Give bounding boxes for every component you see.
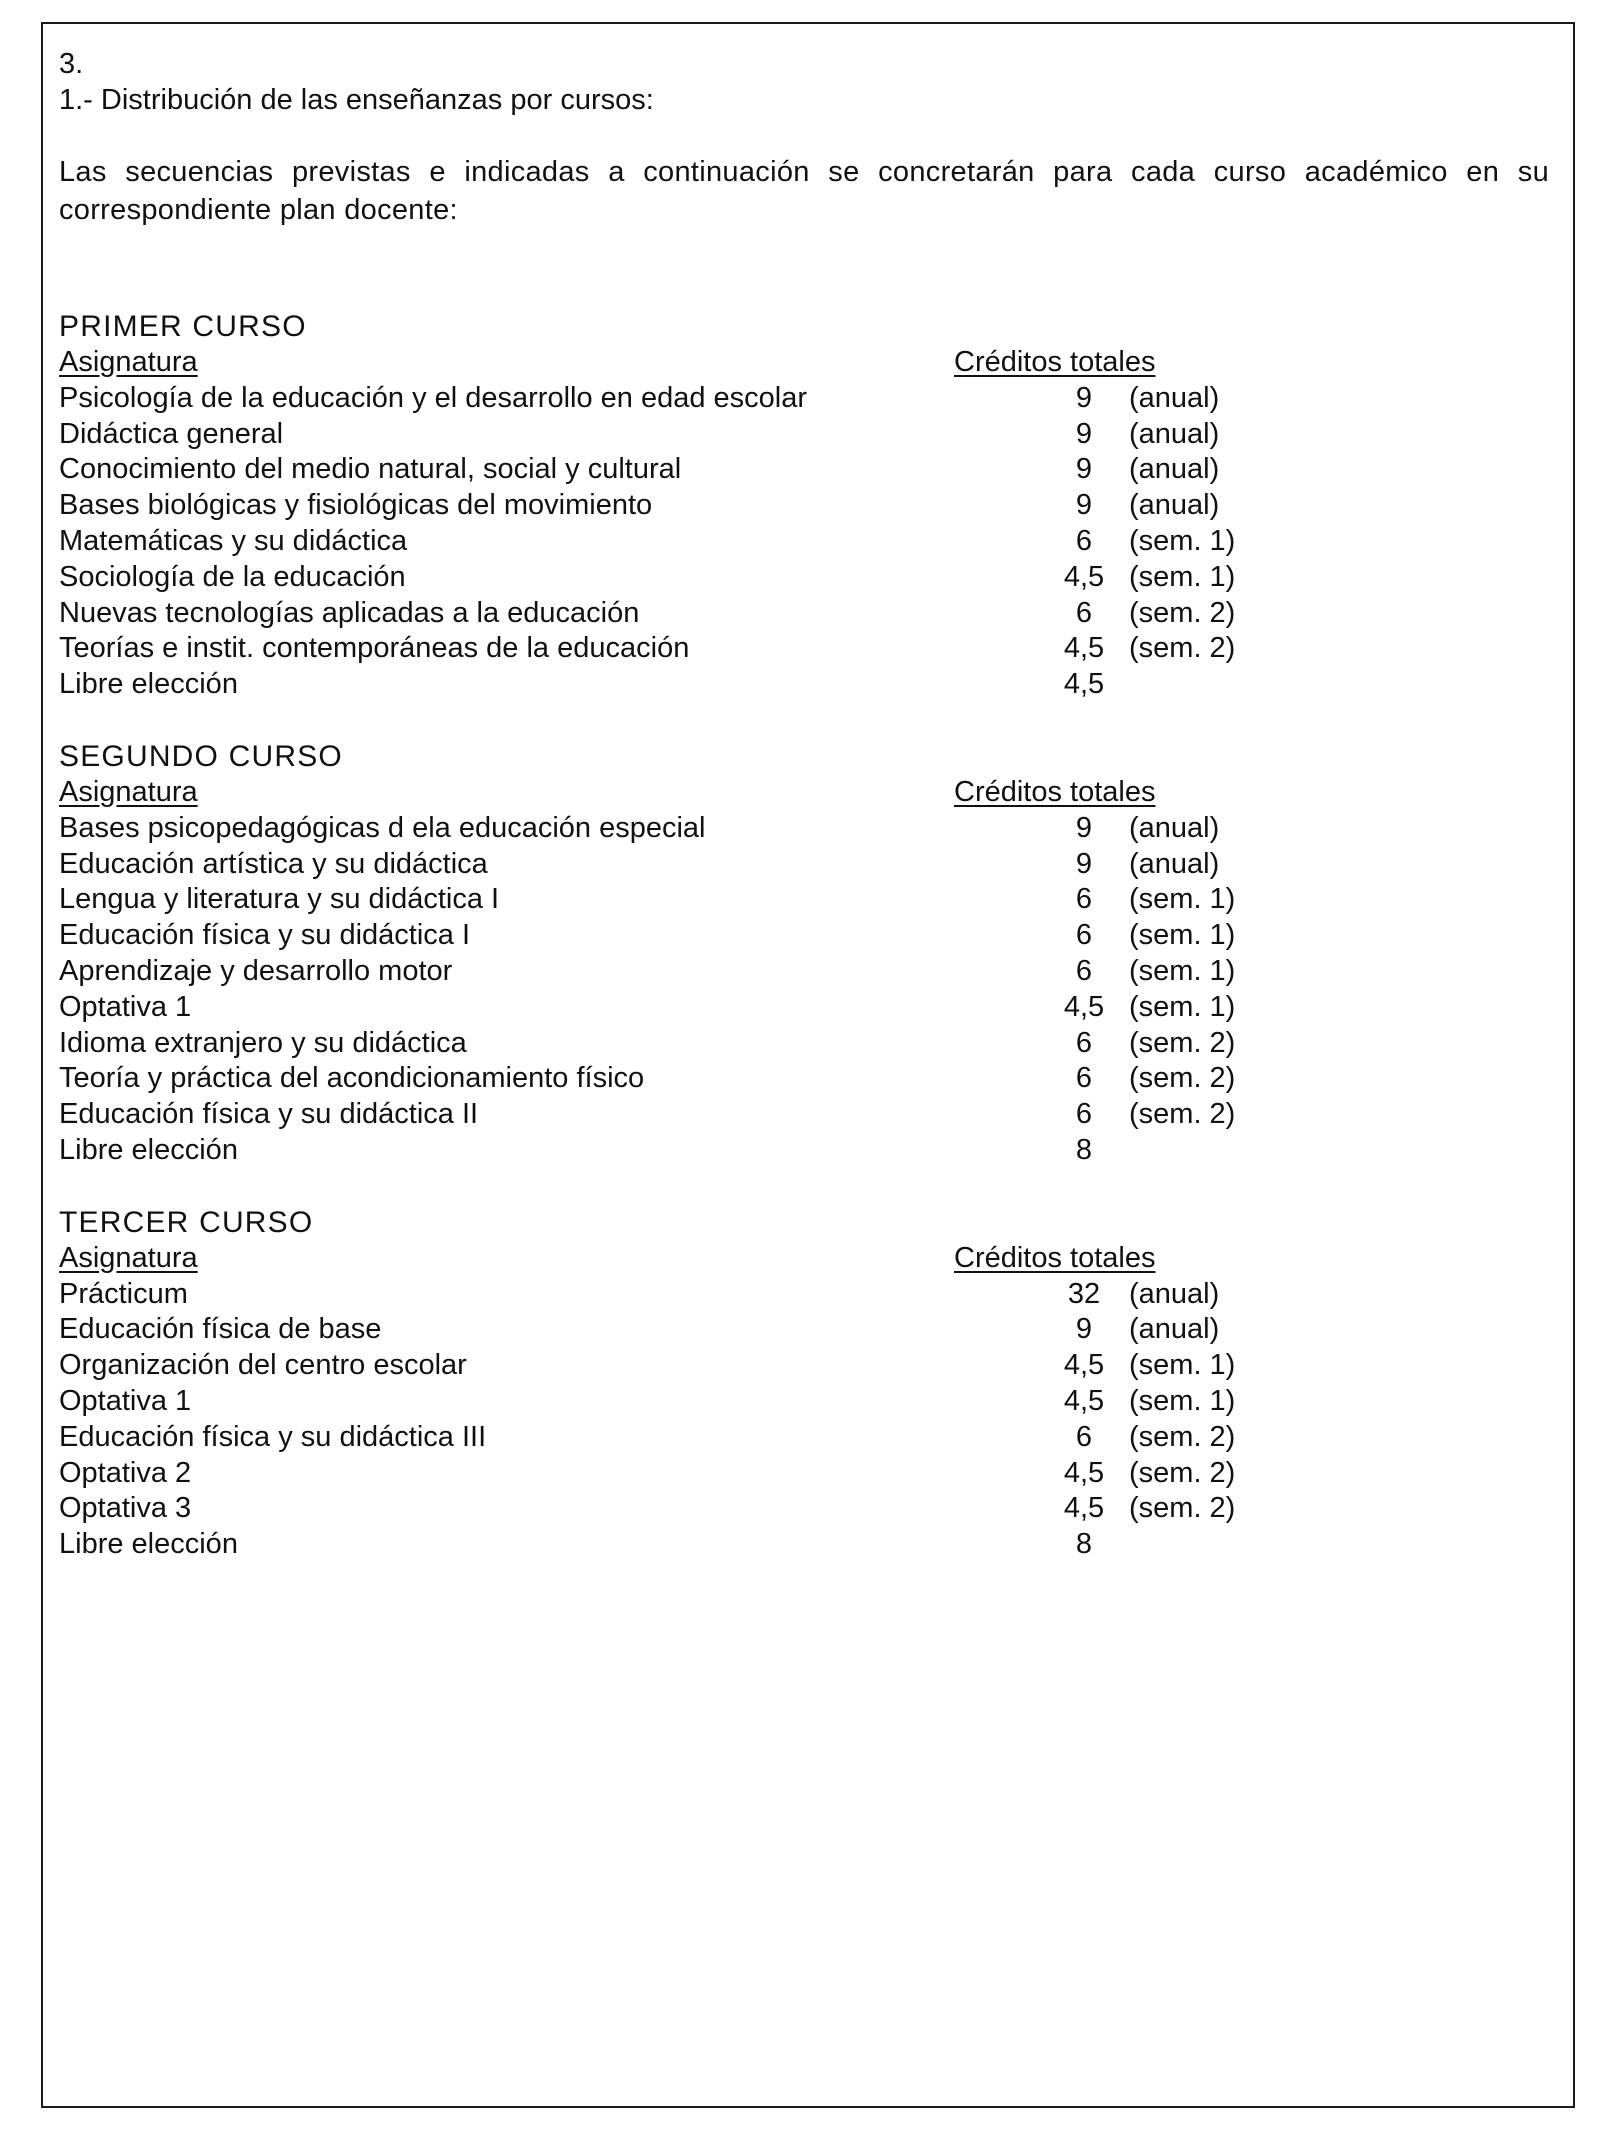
- column-header-row: [59, 1241, 1549, 1277]
- credits-cell: 6: [1075, 919, 1093, 952]
- section-heading: 1.- Distribución de las enseñanzas por cursos:: [59, 84, 654, 116]
- table-row: [59, 1456, 1549, 1492]
- credits-cell: 32: [1067, 1277, 1101, 1310]
- table-row: [59, 954, 1549, 990]
- subject-cell: Organización del centro escolar: [59, 1349, 467, 1382]
- credits-cell: 4,5: [1063, 668, 1105, 701]
- period-cell: (sem. 1): [1129, 560, 1236, 593]
- period-cell: (sem. 2): [1129, 1420, 1236, 1453]
- subject-cell: Sociología de la educación: [59, 560, 406, 593]
- table-row: [59, 1348, 1549, 1384]
- subject-cell: Conocimiento del medio natural, social y cultural: [59, 453, 682, 486]
- subject-cell: Educación artística y su didáctica: [59, 847, 488, 880]
- subject-cell: Nuevas tecnologías aplicadas a la educación: [59, 596, 640, 629]
- course-rows: [59, 811, 1549, 1169]
- table-row: [59, 1384, 1549, 1420]
- credits-cell: 6: [1075, 1062, 1093, 1095]
- subject-cell: Lengua y literatura y su didáctica I: [59, 883, 500, 916]
- period-cell: (sem. 1): [1129, 990, 1236, 1023]
- subject-cell: Educación física de base: [59, 1313, 382, 1346]
- period-cell: (sem. 1): [1129, 954, 1236, 987]
- credits-cell: 9: [1075, 847, 1093, 880]
- period-cell: (anual): [1129, 1277, 1220, 1310]
- credits-cell: 6: [1075, 524, 1093, 557]
- period-cell: (sem. 1): [1129, 524, 1236, 557]
- table-row: [59, 918, 1549, 954]
- table-row: [59, 1491, 1549, 1527]
- credits-cell: 9: [1075, 381, 1093, 414]
- period-cell: (anual): [1129, 811, 1220, 844]
- table-row: [59, 524, 1549, 560]
- credits-cell: 6: [1075, 954, 1093, 987]
- subject-cell: Libre elección: [59, 1133, 238, 1166]
- table-row: [59, 1061, 1549, 1097]
- page-number: 3.: [59, 48, 84, 80]
- course-rows: [59, 381, 1549, 703]
- table-row: [59, 452, 1549, 488]
- subject-cell: Aprendizaje y desarrollo motor: [59, 954, 453, 987]
- credits-cell: 4,5: [1063, 1492, 1105, 1525]
- subject-cell: Optativa 3: [59, 1492, 192, 1525]
- subject-cell: Educación física y su didáctica III: [59, 1420, 487, 1453]
- table-row: [59, 1420, 1549, 1456]
- subject-cell: Optativa 2: [59, 1456, 192, 1489]
- credits-cell: 9: [1075, 811, 1093, 844]
- column-header-row: [59, 775, 1549, 811]
- credits-cell: 8: [1075, 1133, 1093, 1166]
- credits-cell: 9: [1075, 489, 1093, 522]
- subject-column-header: Asignatura: [59, 775, 198, 808]
- table-row: [59, 596, 1549, 632]
- period-cell: (anual): [1129, 453, 1220, 486]
- table-row: [59, 882, 1549, 918]
- period-cell: (anual): [1129, 847, 1220, 880]
- table-row: [59, 488, 1549, 524]
- period-cell: (sem. 2): [1129, 1456, 1236, 1489]
- credits-column-header: Créditos totales: [954, 346, 1156, 378]
- period-cell: (sem. 2): [1129, 596, 1236, 629]
- credits-cell: 4,5: [1063, 1384, 1105, 1417]
- period-cell: (sem. 1): [1129, 1349, 1236, 1382]
- subject-cell: Libre elección: [59, 668, 238, 701]
- period-cell: (sem. 1): [1129, 883, 1236, 916]
- column-header-row: [59, 345, 1549, 381]
- table-row: [59, 1133, 1549, 1169]
- table-row: [59, 1527, 1549, 1563]
- table-row: [59, 1277, 1549, 1313]
- credits-cell: 9: [1075, 1313, 1093, 1346]
- course-section-segundo: [59, 739, 1549, 1169]
- credits-cell: 8: [1075, 1528, 1093, 1561]
- period-cell: (sem. 2): [1129, 632, 1236, 665]
- credits-column-header: Créditos totales: [954, 1241, 1156, 1274]
- table-row: [59, 1097, 1549, 1133]
- credits-cell: 6: [1075, 1026, 1093, 1059]
- period-cell: (sem. 2): [1129, 1026, 1236, 1059]
- period-cell: (anual): [1129, 381, 1220, 414]
- subject-cell: Libre elección: [59, 1528, 238, 1561]
- subject-cell: Idioma extranjero y su didáctica: [59, 1026, 467, 1059]
- credits-cell: 6: [1075, 883, 1093, 916]
- course-section-tercer: [59, 1205, 1549, 1563]
- subject-cell: Educación física y su didáctica I: [59, 919, 471, 952]
- subject-cell: Bases biológicas y fisiológicas del movimiento: [59, 489, 653, 522]
- table-row: [59, 667, 1549, 703]
- course-title: SEGUNDO CURSO: [59, 739, 343, 773]
- table-row: [59, 560, 1549, 596]
- period-cell: (sem. 2): [1129, 1492, 1236, 1525]
- subject-cell: Optativa 1: [59, 1384, 192, 1417]
- table-row: [59, 811, 1549, 847]
- subject-cell: Prácticum: [59, 1277, 188, 1310]
- course-title: PRIMER CURSO: [59, 310, 307, 343]
- period-cell: (sem. 1): [1129, 919, 1236, 952]
- credits-cell: 4,5: [1063, 1349, 1105, 1382]
- subject-cell: Teoría y práctica del acondicionamiento físico: [59, 1062, 645, 1095]
- credits-cell: 6: [1075, 596, 1093, 629]
- period-cell: (sem. 1): [1129, 1384, 1236, 1417]
- credits-column-header: Créditos totales: [954, 775, 1156, 808]
- course-rows: [59, 1277, 1549, 1563]
- subject-cell: Matemáticas y su didáctica: [59, 524, 408, 557]
- subject-cell: Didáctica general: [59, 417, 284, 450]
- table-row: [59, 1026, 1549, 1062]
- credits-cell: 4,5: [1063, 560, 1105, 593]
- credits-cell: 4,5: [1063, 632, 1105, 665]
- period-cell: (sem. 2): [1129, 1062, 1236, 1095]
- credits-cell: 9: [1075, 417, 1093, 450]
- subject-cell: Educación física y su didáctica II: [59, 1098, 479, 1131]
- document-body: [59, 46, 1549, 1563]
- table-row: [59, 631, 1549, 667]
- intro-paragraph: Las secuencias previstas e indicadas a continuación se concretarán para cada curso académico en su correspondiente plan docente:: [59, 156, 1549, 226]
- period-cell: (sem. 2): [1129, 1098, 1236, 1131]
- credits-cell: 6: [1075, 1098, 1093, 1131]
- table-row: [59, 1312, 1549, 1348]
- period-cell: (anual): [1129, 417, 1220, 450]
- period-cell: (anual): [1129, 489, 1220, 522]
- course-title: TERCER CURSO: [59, 1205, 314, 1239]
- credits-cell: 9: [1075, 453, 1093, 486]
- subject-cell: Psicología de la educación y el desarrollo en edad escolar: [59, 381, 808, 414]
- credits-cell: 6: [1075, 1420, 1093, 1453]
- table-row: [59, 381, 1549, 417]
- subject-cell: Teorías e instit. contemporáneas de la educación: [59, 632, 690, 665]
- subject-cell: Bases psicopedagógicas d ela educación especial: [59, 811, 706, 844]
- subject-cell: Optativa 1: [59, 990, 192, 1023]
- table-row: [59, 847, 1549, 883]
- table-row: [59, 417, 1549, 453]
- course-section-primer: [59, 309, 1549, 703]
- period-cell: (anual): [1129, 1313, 1220, 1346]
- table-row: [59, 990, 1549, 1026]
- credits-cell: 4,5: [1063, 1456, 1105, 1489]
- subject-column-header: Asignatura: [59, 1241, 198, 1274]
- subject-column-header: Asignatura: [59, 346, 198, 378]
- credits-cell: 4,5: [1063, 990, 1105, 1023]
